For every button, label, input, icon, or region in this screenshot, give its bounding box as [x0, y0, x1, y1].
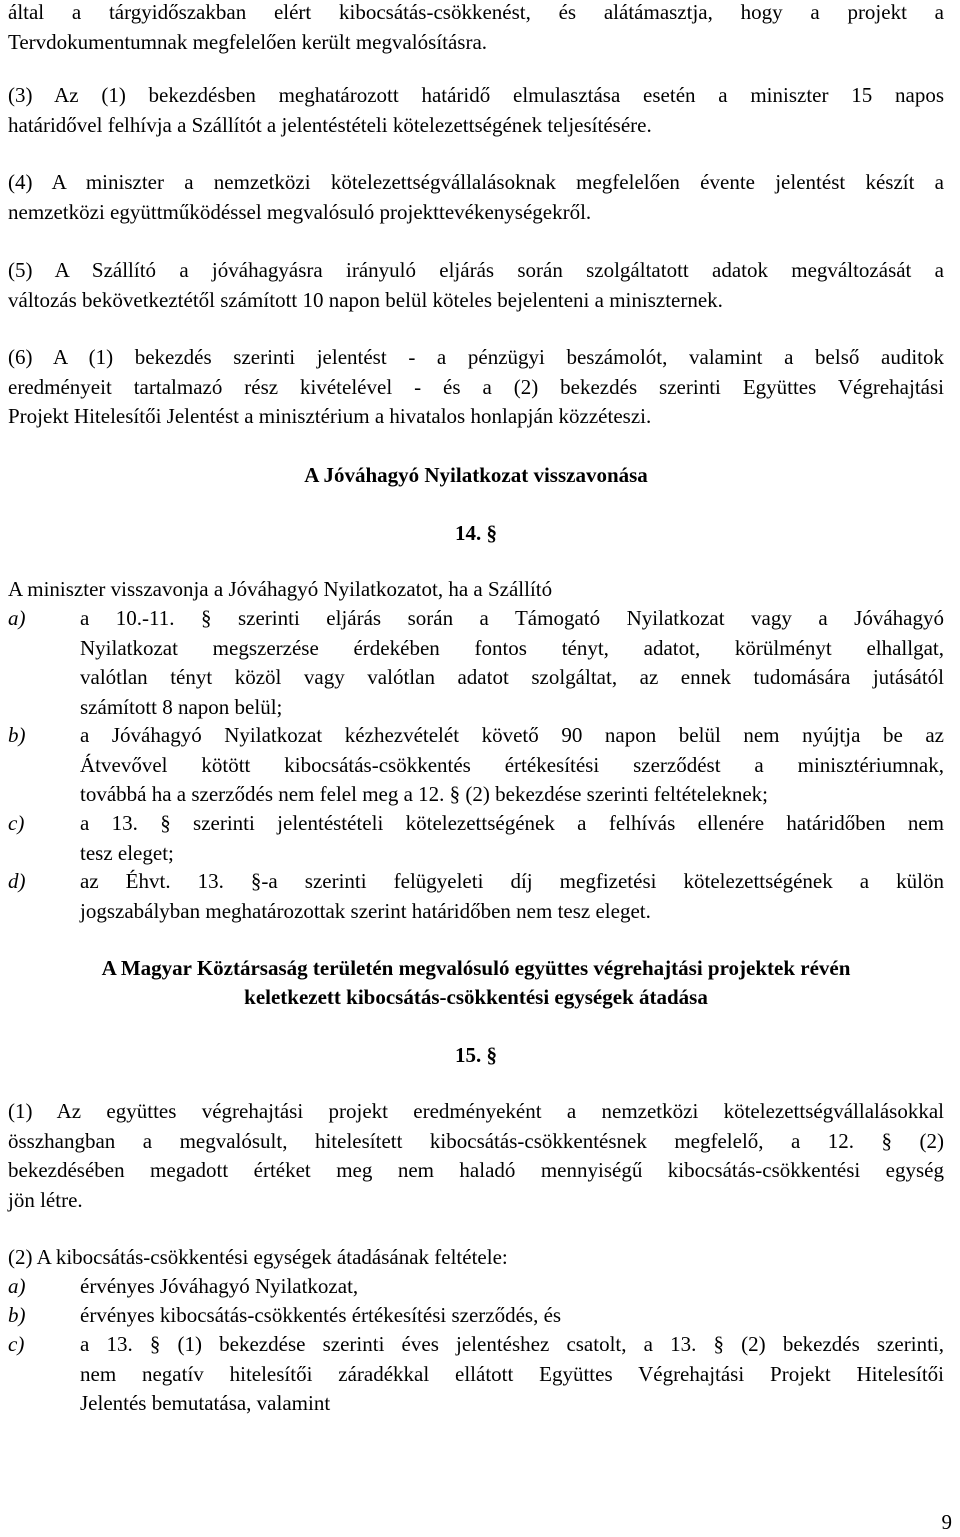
- list-item-letter: b): [8, 1303, 26, 1327]
- section-15-number: 15. §: [455, 1043, 497, 1067]
- paragraph-13-6: [8, 343, 944, 432]
- page-number: 9: [941, 1510, 952, 1534]
- text-line: jogszabályban meghatározottak szerint határidőben nem tesz eleget.: [80, 898, 651, 923]
- text-line: változás bekövetkeztétől számított 10 napon belül köteles bejelenteni a miniszternek.: [8, 287, 723, 312]
- list-item-letter: a): [8, 606, 26, 630]
- text-line: Jelentés bemutatása, valamint: [80, 1391, 331, 1415]
- text-line: (2) A kibocsátás-csökkentési egységek átadásának feltétele:: [8, 1245, 508, 1269]
- section-15-title-line: keletkezett kibocsátás-csökkentési egységek átadása: [244, 985, 708, 1009]
- text-line: (5) A Szállító a jóváhagyásra irányuló eljárás során szolgáltatott adatok megváltozását a: [8, 258, 944, 282]
- text-line: nemzetközi együttműködéssel megvalósuló projekttevékenységekről.: [8, 199, 592, 224]
- list-item-text: [80, 721, 944, 810]
- paragraph-13-4: [8, 168, 944, 227]
- paragraph-continuation: [8, 0, 944, 57]
- paragraph-13-5: [8, 256, 944, 315]
- list-item-letter: b): [8, 723, 26, 747]
- text-line: a 13. § szerinti jelentéstételi kötelezettségének a felhívás ellenére határidőben nem: [80, 811, 944, 835]
- text-line: az Éhvt. 13. §-a szerinti felügyeleti díj megfizetési kötelezettségének a külön: [80, 869, 944, 893]
- text-line: Átvevővel kötött kibocsátás-csökkentés értékesítési szerződést a minisztériumnak,: [80, 752, 944, 777]
- text-line: A miniszter visszavonja a Jóváhagyó Nyilatkozatot, ha a Szállító: [8, 577, 553, 601]
- text-line: által a tárgyidőszakban elért kibocsátás-csökkenést, és alátámasztja, hogy a projekt a: [8, 0, 944, 24]
- list-item-text: [80, 604, 944, 722]
- text-line: (4) A miniszter a nemzetközi kötelezettségvállalásoknak megfelelően évente jelentést készít a: [8, 170, 944, 194]
- text-line: Projekt Hitelesítői Jelentést a minisztérium a hivatalos honlapján közzéteszi.: [8, 404, 652, 428]
- text-line: tesz eleget;: [80, 840, 174, 865]
- list-item-letter: a): [8, 1274, 26, 1298]
- text-line: jön létre.: [8, 1187, 83, 1212]
- list-item-letter: c): [8, 1332, 25, 1356]
- text-line: bekezdésében megadott értéket meg nem haladó mennyiségű kibocsátás-csökkentési egység: [8, 1158, 944, 1182]
- section-14-number: 14. §: [455, 521, 497, 545]
- text-line: továbbá ha a szerződés nem felel meg a 12. § (2) bekezdése szerinti feltételeknek;: [80, 782, 769, 806]
- list-item-text: [80, 809, 944, 868]
- text-line: összhangban a megvalósult, hitelesített kibocsátás-csökkentésnek megfelelő, a 12. § (2): [8, 1128, 944, 1153]
- list-item-text: [80, 1330, 944, 1419]
- text-line: nem negatív hitelesítői záradékkal ellátott Együttes Végrehajtási Projekt Hitelesítői: [80, 1361, 944, 1386]
- list-item-text: [80, 1272, 944, 1302]
- text-line: Tervdokumentumnak megfelelően került megvalósításra.: [8, 29, 488, 54]
- list-item-text: [80, 867, 944, 926]
- section-14-intro: [8, 575, 944, 605]
- text-line: Nyilatkozat megszerzése érdekében fontos tényt, adatot, körülményt elhallgat,: [80, 635, 944, 660]
- text-line: érvényes Jóváhagyó Nyilatkozat,: [80, 1274, 359, 1298]
- paragraph-15-2-intro: [8, 1243, 944, 1273]
- text-line: határidővel felhívja a Szállítót a jelentéstételi kötelezettségének teljesítésére.: [8, 112, 652, 137]
- paragraph-15-1: [8, 1097, 944, 1215]
- section-15-title-line: A Magyar Köztársaság területén megvalósuló együttes végrehajtási projektek révén: [101, 956, 851, 980]
- text-line: a Jóváhagyó Nyilatkozat kézhezvételét követő 90 napon belül nem nyújtja be az: [80, 723, 944, 747]
- text-line: a 13. § (1) bekezdése szerinti éves jelentéshez csatolt, a 13. § (2) bekezdés szerinti,: [80, 1332, 944, 1356]
- text-line: valótlan tényt közöl vagy valótlan adatot szolgáltat, az ennek tudomására jutásától: [80, 665, 944, 689]
- list-item-text: [80, 1301, 944, 1331]
- text-line: érvényes kibocsátás-csökkentés értékesítési szerződés, és: [80, 1303, 562, 1327]
- text-line: (6) A (1) bekezdés szerinti jelentést - a pénzügyi beszámolót, valamint a belső auditok: [8, 345, 944, 369]
- section-14-title: A Jóváhagyó Nyilatkozat visszavonása: [304, 463, 648, 487]
- text-line: eredményeit tartalmazó rész kivételével - és a (2) bekezdés szerinti Együttes Végrehajtási: [8, 374, 944, 399]
- list-item-letter: c): [8, 811, 25, 835]
- text-line: (1) Az együttes végrehajtási projekt eredményeként a nemzetközi kötelezettségvállalásokkal: [8, 1099, 944, 1123]
- paragraph-13-3: [8, 81, 944, 140]
- text-line: a 10.-11. § szerinti eljárás során a Támogató Nyilatkozat vagy a Jóváhagyó: [80, 606, 944, 630]
- text-line: (3) Az (1) bekezdésben meghatározott határidő elmulasztása esetén a miniszter 15 napos: [8, 83, 944, 107]
- list-item-letter: d): [8, 869, 26, 893]
- text-line: számított 8 napon belül;: [80, 694, 283, 719]
